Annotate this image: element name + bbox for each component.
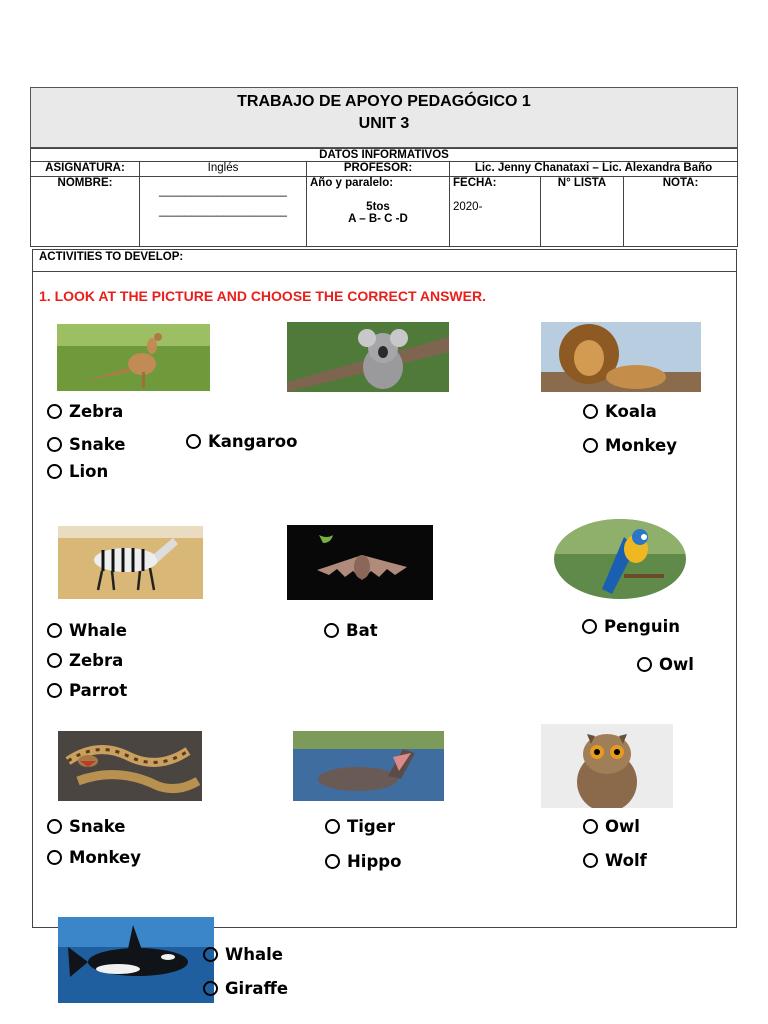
radio-circle[interactable] [47,819,62,834]
orca-picture [58,917,214,1003]
option-parrot[interactable]: Parrot [47,681,127,700]
koala-picture [287,322,449,392]
info-table [30,148,738,247]
radio-circle[interactable] [583,853,598,868]
radio-circle[interactable] [203,947,218,962]
fecha-label: FECHA: [453,177,497,189]
option-snake[interactable]: Snake [47,435,126,454]
radio-circle[interactable] [47,404,62,419]
owl-picture [541,724,673,808]
lista-cell[interactable] [541,177,624,247]
option-giraffe[interactable]: Giraffe [203,979,288,998]
option-whale-2[interactable]: Whale [203,945,283,964]
option-zebra-2[interactable]: Zebra [47,651,123,670]
paralelos-value: A – B- C -D [348,213,408,225]
nota-label: NOTA: [662,177,699,189]
radio-circle[interactable] [583,404,598,419]
asignatura-value: Inglés [140,162,307,177]
radio-circle[interactable] [325,819,340,834]
option-monkey[interactable]: Monkey [583,436,677,455]
question-1: 1. LOOK AT THE PICTURE AND CHOOSE THE CORRECT ANSWER. [39,288,486,304]
radio-circle[interactable] [582,619,597,634]
nota-cell[interactable] [624,177,738,247]
radio-circle[interactable] [47,464,62,479]
snake-picture [58,731,202,801]
option-lion[interactable]: Lion [47,462,108,481]
asignatura-label: ASIGNATURA: [31,162,140,177]
option-penguin[interactable]: Penguin [582,617,680,636]
radio-circle[interactable] [47,653,62,668]
option-bat[interactable]: Bat [324,621,378,640]
radio-circle[interactable] [325,854,340,869]
option-tiger[interactable]: Tiger [325,817,395,836]
lion-picture [541,322,701,392]
radio-circle[interactable] [47,850,62,865]
activities-label: ACTIVITIES TO DEVELOP: [39,251,184,263]
option-koala[interactable]: Koala [583,402,657,421]
option-zebra[interactable]: Zebra [47,402,123,421]
option-hippo[interactable]: Hippo [325,852,401,871]
anio-cell [307,177,450,247]
fecha-value: 2020- [453,201,483,213]
hippo-picture [293,731,444,801]
anio-label: Año y paralelo: [310,177,394,189]
bat-picture [287,525,433,600]
radio-circle[interactable] [583,819,598,834]
lista-label: N° LISTA [557,177,607,189]
worksheet-header [30,87,738,148]
option-wolf[interactable]: Wolf [583,851,647,870]
parrot-picture [554,519,686,599]
option-snake-2[interactable]: Snake [47,817,126,836]
info-section-title: DATOS INFORMATIVOS [31,149,738,162]
anio-value: 5tos [366,201,390,213]
radio-circle[interactable] [203,981,218,996]
radio-circle[interactable] [637,657,652,672]
radio-circle[interactable] [47,623,62,638]
option-owl[interactable]: Owl [637,655,694,674]
kangaroo-picture [57,324,210,391]
radio-circle[interactable] [324,623,339,638]
radio-circle[interactable] [47,683,62,698]
worksheet-title: TRABAJO DE APOYO PEDAGÓGICO 1 [237,93,531,110]
fecha-cell[interactable] [450,177,541,247]
profesor-label: PROFESOR: [307,162,450,177]
radio-circle[interactable] [583,438,598,453]
nombre-label: NOMBRE: [31,177,140,247]
option-whale[interactable]: Whale [47,621,127,640]
profesor-value: Lic. Jenny Chanataxi – Lic. Alexandra Baño [450,162,738,177]
option-owl-2[interactable]: Owl [583,817,640,836]
nombre-field[interactable]: ____________________ ____________________ [140,177,307,247]
zebra-picture [58,526,203,599]
radio-circle[interactable] [47,437,62,452]
divider [32,271,737,272]
radio-circle[interactable] [186,434,201,449]
unit-title: UNIT 3 [358,115,410,132]
option-kangaroo[interactable]: Kangaroo [186,432,297,451]
option-monkey-2[interactable]: Monkey [47,848,141,867]
